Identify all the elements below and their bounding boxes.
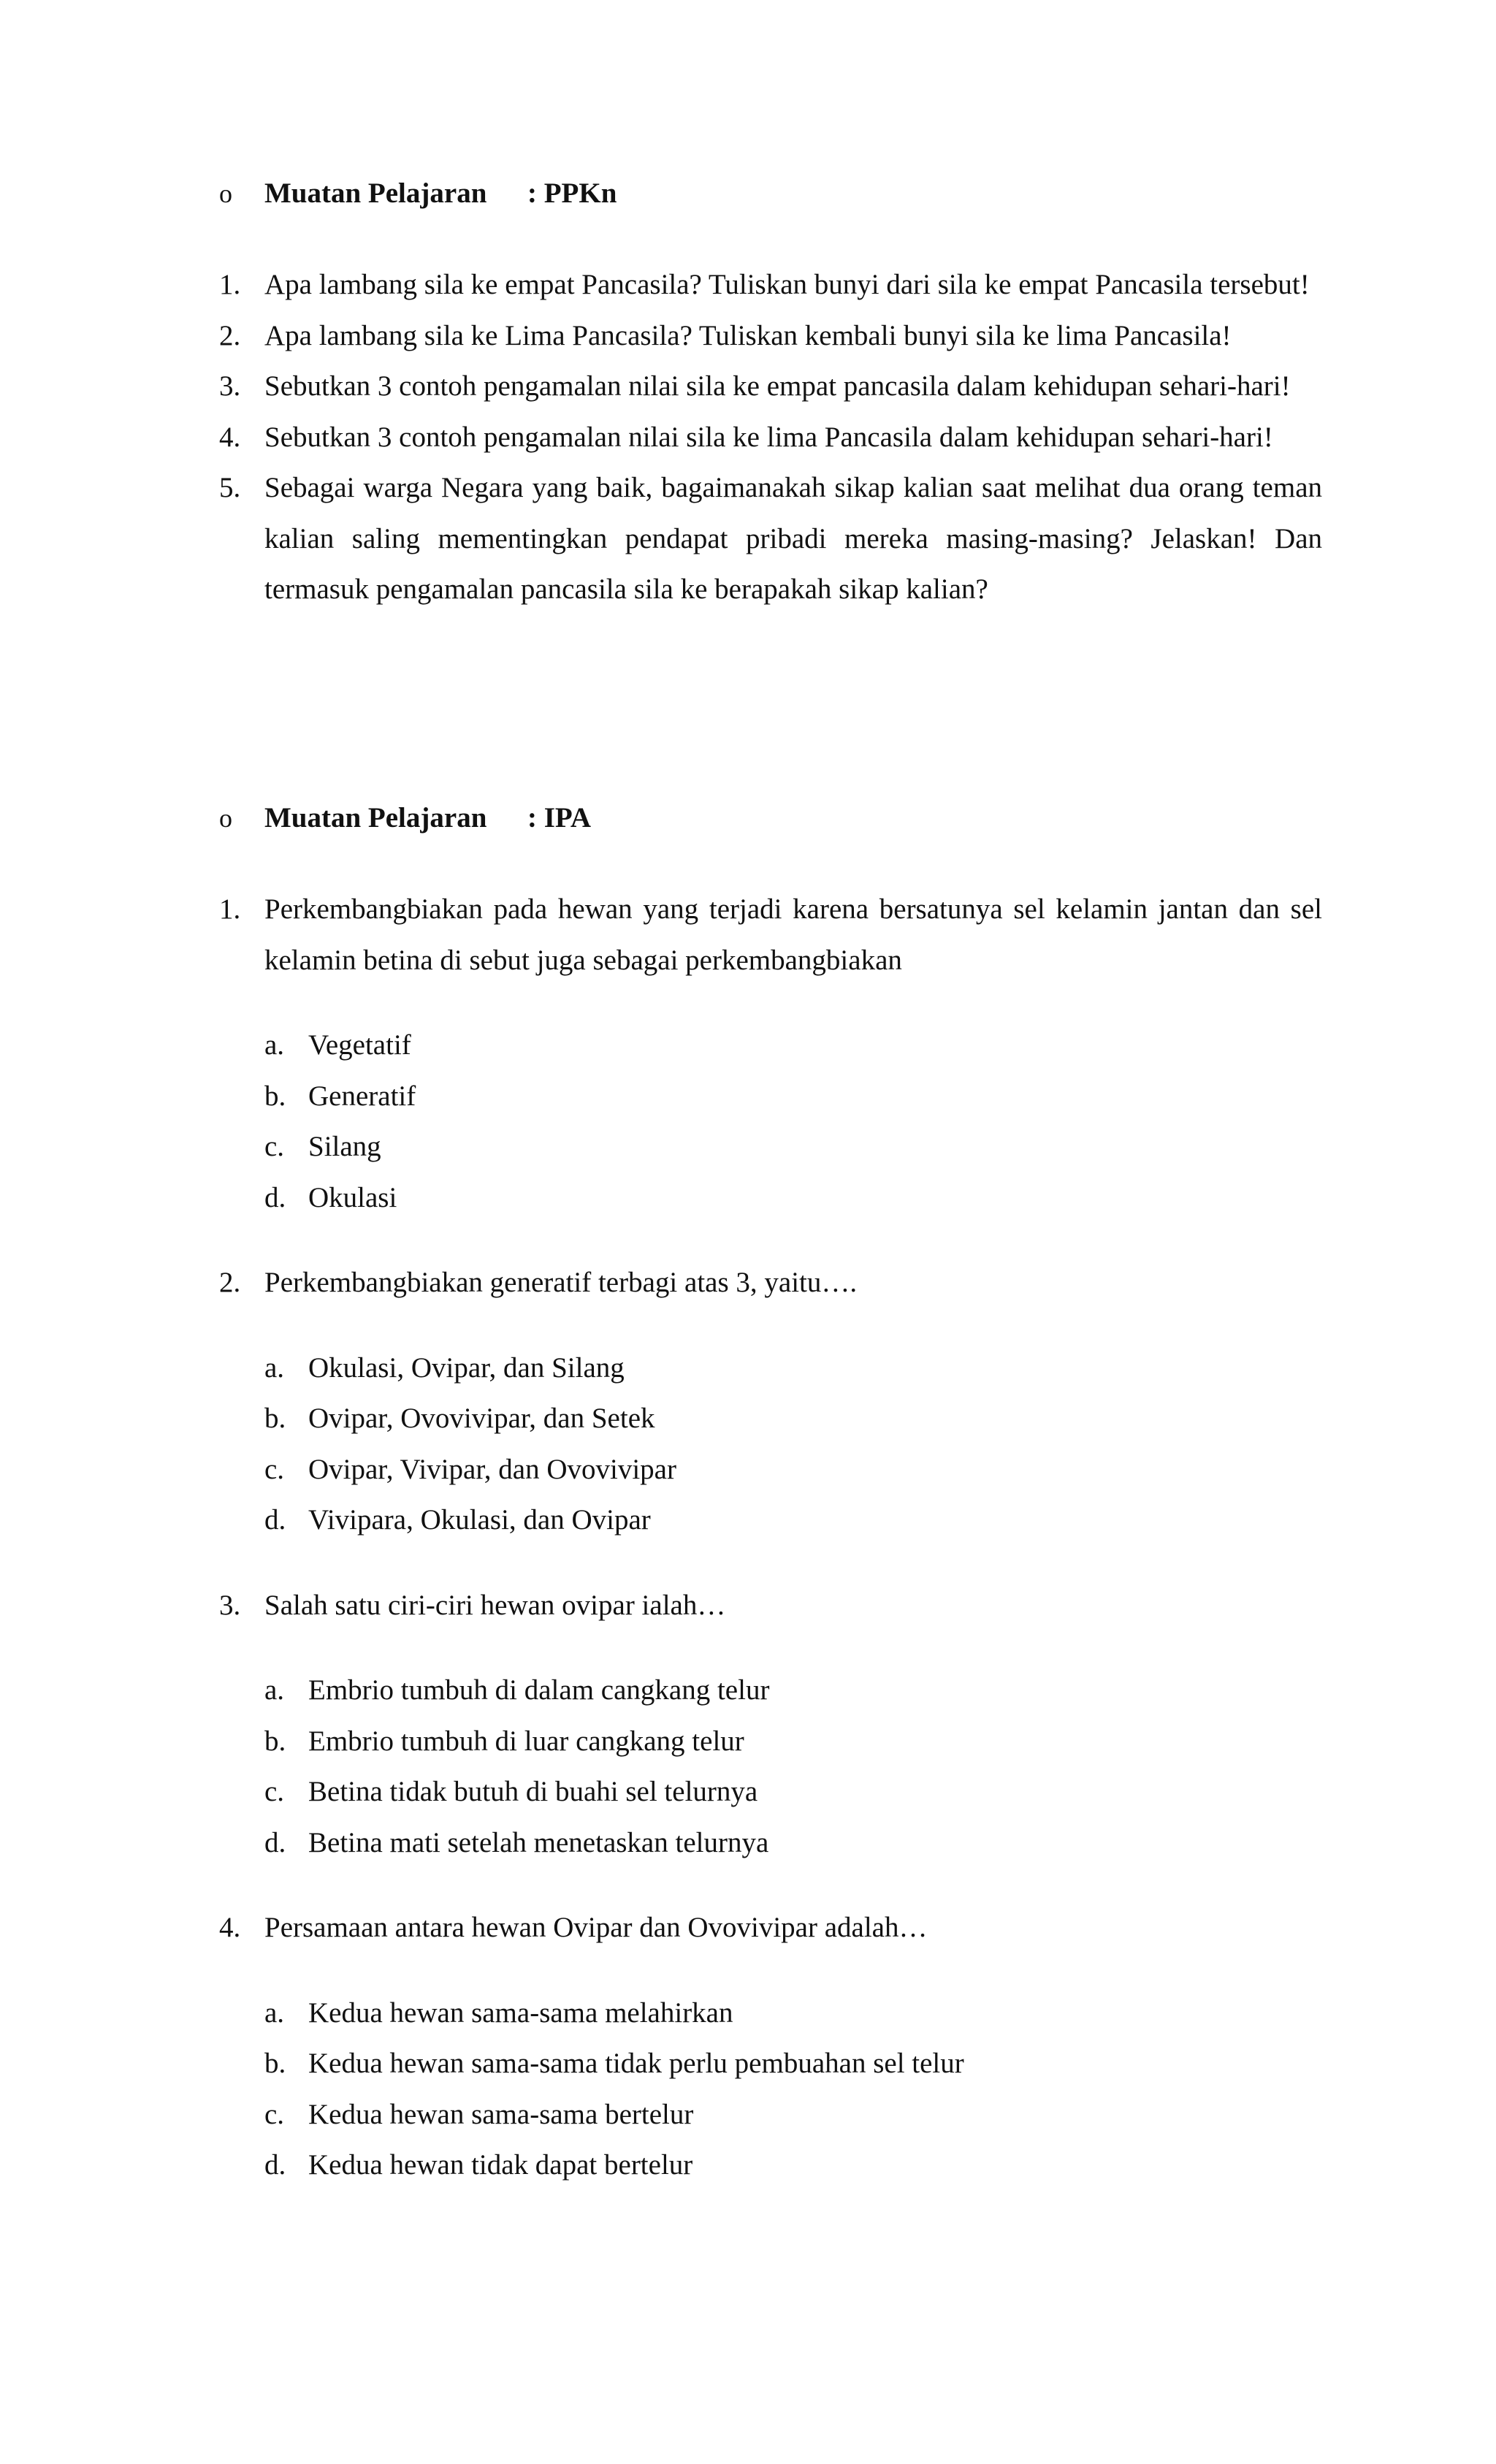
option-list bbox=[219, 1020, 1322, 1223]
option-text: Betina mati setelah menetaskan telurnya bbox=[308, 1826, 769, 1858]
option-text: Ovipar, Vivipar, dan Ovovivipar bbox=[308, 1453, 676, 1485]
question-number: 3. bbox=[219, 370, 241, 402]
option-item bbox=[219, 1495, 1322, 1546]
question-item bbox=[219, 1580, 1322, 1631]
question-text: Perkembangbiakan pada hewan yang terjadi karena bersatunya sel kelamin jantan dan sel kelamin betina di sebut juga sebagai perkembangbiakan bbox=[264, 893, 1322, 976]
option-item bbox=[219, 2038, 1322, 2089]
ipa-heading bbox=[219, 804, 1322, 836]
question-text: Sebagai warga Negara yang baik, bagaimanakah sikap kalian saat melihat dua orang teman kalian saling mementingkan pendapat pribadi mereka masing-masing? Jelaskan! Dan termasuk pengamalan pancasila sila ke berapakah sikap kalian? bbox=[264, 472, 1322, 605]
question-number: 2. bbox=[219, 319, 241, 351]
option-text: Betina tidak butuh di buahi sel telurnya bbox=[308, 1776, 758, 1807]
option-letter: d. bbox=[264, 1504, 286, 1536]
question-item bbox=[219, 884, 1322, 985]
option-letter: c. bbox=[264, 1776, 285, 1807]
question-text: Apa lambang sila ke empat Pancasila? Tuliskan bunyi dari sila ke empat Pancasila tersebut! bbox=[264, 269, 1310, 300]
option-item bbox=[219, 1343, 1322, 1394]
option-list bbox=[219, 1343, 1322, 1546]
option-letter: a. bbox=[264, 1351, 285, 1384]
question-number: 2. bbox=[219, 1267, 241, 1298]
option-letter: b. bbox=[264, 2048, 286, 2079]
option-item bbox=[219, 1121, 1322, 1172]
option-text: Okulasi, Ovipar, dan Silang bbox=[308, 1351, 625, 1384]
option-item bbox=[219, 1818, 1322, 1869]
question-text: Perkembangbiakan generatif terbagi atas 3, yaitu…. bbox=[264, 1267, 858, 1298]
heading-subject: : IPA bbox=[527, 802, 592, 834]
option-text: Silang bbox=[308, 1131, 381, 1162]
option-letter: a. bbox=[264, 1674, 285, 1706]
question-number: 1. bbox=[219, 893, 241, 925]
question-number: 4. bbox=[219, 421, 241, 453]
heading-bullet: o bbox=[219, 179, 232, 208]
option-item bbox=[219, 1172, 1322, 1224]
option-item bbox=[219, 1444, 1322, 1495]
option-item bbox=[219, 2089, 1322, 2140]
option-letter: b. bbox=[264, 1725, 286, 1757]
ppkn-question-list bbox=[219, 259, 1322, 615]
heading-bullet: o bbox=[219, 804, 232, 833]
question-item bbox=[219, 412, 1322, 463]
option-text: Kedua hewan sama-sama bertelur bbox=[308, 2098, 694, 2130]
option-text: Vegetatif bbox=[308, 1029, 411, 1061]
option-text: Embrio tumbuh di luar cangkang telur bbox=[308, 1725, 744, 1757]
option-text: Okulasi bbox=[308, 1181, 397, 1213]
question-text: Salah satu ciri-ciri hewan ovipar ialah… bbox=[264, 1589, 726, 1621]
option-item bbox=[219, 1071, 1322, 1122]
option-letter: d. bbox=[264, 1181, 286, 1213]
option-item bbox=[219, 2140, 1322, 2191]
option-list bbox=[219, 1988, 1322, 2191]
question-text: Persamaan antara hewan Ovipar dan Ovovivipar adalah… bbox=[264, 1912, 928, 1943]
option-text: Embrio tumbuh di dalam cangkang telur bbox=[308, 1674, 770, 1706]
question-number: 1. bbox=[219, 269, 241, 300]
ppkn-heading bbox=[219, 179, 1322, 211]
question-item bbox=[219, 361, 1322, 412]
option-letter: d. bbox=[264, 2149, 286, 2181]
option-letter: c. bbox=[264, 1131, 285, 1162]
question-number: 5. bbox=[219, 472, 241, 503]
option-item bbox=[219, 1665, 1322, 1716]
option-item bbox=[219, 1988, 1322, 2039]
option-text: Ovipar, Ovovivipar, dan Setek bbox=[308, 1403, 655, 1434]
option-text: Kedua hewan tidak dapat bertelur bbox=[308, 2149, 693, 2181]
option-letter: d. bbox=[264, 1826, 286, 1858]
heading-label: Muatan Pelajaran bbox=[264, 802, 487, 834]
option-letter: a. bbox=[264, 1996, 285, 2029]
option-letter: c. bbox=[264, 2098, 285, 2130]
question-item bbox=[219, 259, 1322, 310]
heading-label: Muatan Pelajaran bbox=[264, 178, 487, 209]
option-text: Generatif bbox=[308, 1080, 416, 1112]
option-item bbox=[219, 1716, 1322, 1767]
option-text: Kedua hewan sama-sama tidak perlu pembuahan sel telur bbox=[308, 2048, 964, 2079]
question-item bbox=[219, 462, 1322, 615]
ppkn-section bbox=[219, 179, 1322, 615]
ipa-section bbox=[219, 804, 1322, 2191]
question-item bbox=[219, 1902, 1322, 1953]
option-list bbox=[219, 1665, 1322, 1868]
option-text: Vivipara, Okulasi, dan Ovipar bbox=[308, 1504, 651, 1536]
option-item bbox=[219, 1020, 1322, 1071]
question-item bbox=[219, 1257, 1322, 1308]
question-number: 3. bbox=[219, 1589, 241, 1621]
option-letter: b. bbox=[264, 1403, 286, 1434]
question-text: Sebutkan 3 contoh pengamalan nilai sila ke lima Pancasila dalam kehidupan sehari-hari! bbox=[264, 421, 1273, 453]
heading-subject: : PPKn bbox=[527, 178, 617, 209]
option-item bbox=[219, 1393, 1322, 1444]
option-letter: b. bbox=[264, 1080, 286, 1112]
question-text: Apa lambang sila ke Lima Pancasila? Tuliskan kembali bunyi sila ke lima Pancasila! bbox=[264, 319, 1232, 351]
option-letter: a. bbox=[264, 1029, 285, 1061]
option-item bbox=[219, 1766, 1322, 1818]
option-text: Kedua hewan sama-sama melahirkan bbox=[308, 1996, 733, 2029]
question-number: 4. bbox=[219, 1912, 241, 1943]
option-letter: c. bbox=[264, 1453, 285, 1485]
question-item bbox=[219, 310, 1322, 362]
question-text: Sebutkan 3 contoh pengamalan nilai sila ke empat pancasila dalam kehidupan sehari-hari! bbox=[264, 370, 1291, 402]
